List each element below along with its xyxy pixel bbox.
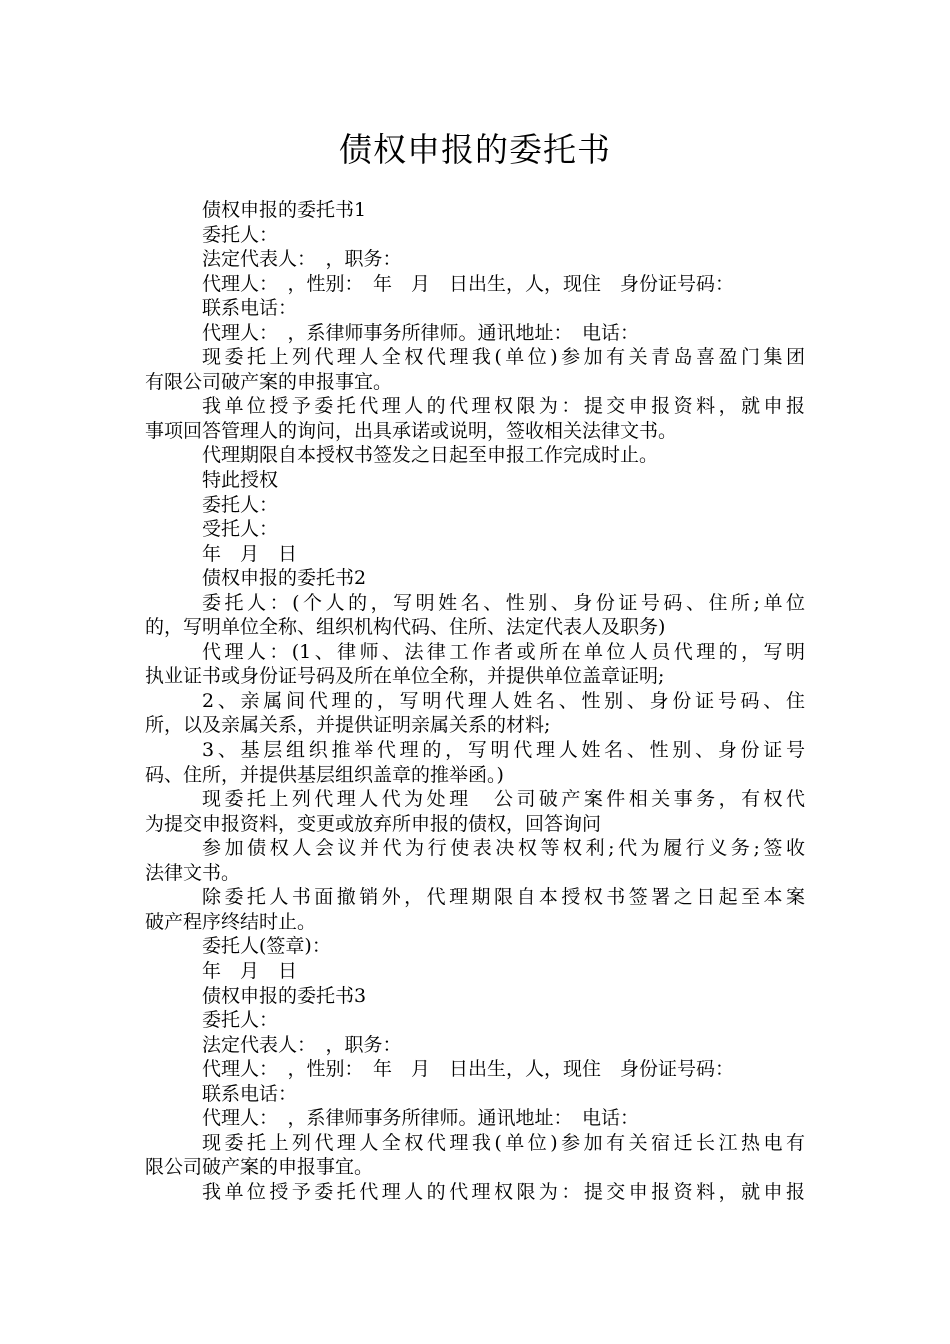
document-line: 为提交申报资料，变更或放弃所申报的债权，回答询问 [145,812,602,835]
document-line: 代理人： ，性别： 年 月 日出生，人，现住 身份证号码： [202,1058,735,1081]
document-line: 代理人： ，系律师事务所律师。通讯地址： 电话： [202,1107,640,1130]
document-line: 委托人： [202,493,279,516]
document-line: 债权申报的委托书1 [202,199,367,221]
document-line: 现委托上列代理人全权代理我(单位)参加有关青岛喜盈门集团 [202,346,805,369]
document-line: 代理人：(1、律师、法律工作者或所在单位人员代理的，写明 [202,640,805,663]
document-line: 代理期限自本授权书签发之日起至申报工作完成时止。 [202,444,659,467]
document-line: 特此授权 [202,469,279,492]
document-line: 有限公司破产案的申报事宜。 [145,370,393,393]
document-line: 联系电话： [202,1082,298,1105]
document-line: 委托人(签章)： [202,935,331,958]
document-line: 3、基层组织推举代理的，写明代理人姓名、性别、身份证号 [202,739,805,762]
document-line: 破产程序终结时止。 [145,910,317,933]
document-line: 执业证书或身份证号码及所在单位全称，并提供单位盖章证明; [145,665,665,688]
document-line: 代理人： ，系律师事务所律师。通讯地址： 电话： [202,321,640,344]
document-line: 年 月 日 [202,542,298,565]
document-line: 现委托上列代理人代为处理 公司破产案件相关事务，有权代 [202,788,805,811]
document-line: 受托人： [202,518,279,541]
document-line: 法律文书。 [145,861,241,884]
document-line: 代理人： ，性别： 年 月 日出生，人，现住 身份证号码： [202,272,735,295]
document-line: 年 月 日 [202,959,298,982]
document-line: 限公司破产案的申报事宜。 [145,1156,374,1179]
document-line: 委托人： [202,223,279,246]
document-line: 法定代表人： ，职务： [202,1033,402,1056]
document-line: 参加债权人会议并代为行使表决权等权利;代为履行义务;签收 [202,837,805,860]
document-line: 债权申报的委托书3 [202,984,367,1007]
document-line: 的，写明单位全称、组织机构代码、住所、法定代表人及职务) [145,616,666,639]
document-body [145,198,805,1204]
document-line: 所，以及亲属关系，并提供证明亲属关系的材料; [145,714,551,737]
document-line: 联系电话： [202,297,298,320]
document-line: 委托人：(个人的，写明姓名、性别、身份证号码、住所;单位 [202,591,805,614]
document-line: 事项回答管理人的询问，出具承诺或说明，签收相关法律文书。 [145,419,678,442]
document-line: 除委托人书面撤销外，代理期限自本授权书签署之日起至本案 [202,886,805,909]
document-title: 债权申报的委托书 [339,130,611,169]
document-line: 法定代表人： ，职务： [202,248,402,271]
document-line: 现委托上列代理人全权代理我(单位)参加有关宿迁长江热电有 [202,1131,805,1154]
document-line: 我单位授予委托代理人的代理权限为：提交申报资料，就申报 [202,1180,805,1203]
document-line: 码、住所，并提供基层组织盖章的推举函。) [145,763,504,786]
document-line: 2、亲属间代理的，写明代理人姓名、性别、身份证号码、住 [202,689,805,712]
document-line: 委托人： [202,1009,279,1032]
document-line: 债权申报的委托书2 [202,567,367,590]
document-line: 我单位授予委托代理人的代理权限为：提交申报资料，就申报 [202,395,805,418]
